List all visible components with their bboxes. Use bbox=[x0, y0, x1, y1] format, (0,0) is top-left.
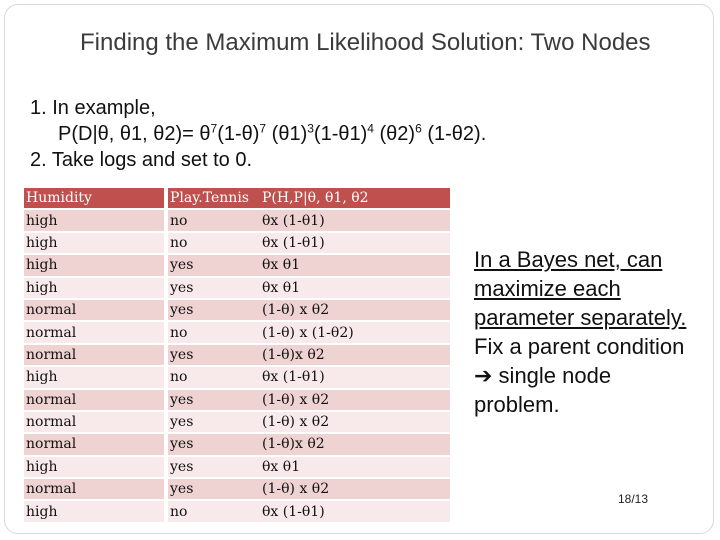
cell-humidity: high bbox=[24, 457, 164, 477]
cell-probability: (1-θ)x θ2 bbox=[260, 345, 450, 365]
bullet-2-text: Fix a parent condition bbox=[474, 334, 685, 359]
cell-play-tennis: yes bbox=[168, 255, 260, 275]
page-number: 18/13 bbox=[618, 492, 649, 506]
cell-probability: (1-θ) x (1-θ2) bbox=[260, 322, 450, 342]
cell-play-tennis: yes bbox=[168, 278, 260, 298]
table-row bbox=[24, 255, 450, 275]
formula-part: (θ1) bbox=[266, 123, 308, 145]
cell-play-tennis: yes bbox=[168, 390, 260, 410]
table-row bbox=[24, 412, 450, 432]
cell-play-tennis: no bbox=[168, 210, 260, 230]
slide-title: Finding the Maximum Likelihood Solution: Two Nodes bbox=[80, 29, 651, 56]
cell-probability: θx θ1 bbox=[260, 278, 450, 298]
table-row bbox=[24, 345, 450, 365]
table-row bbox=[24, 210, 450, 230]
cell-humidity: high bbox=[24, 501, 164, 521]
formula-exponent: 7 bbox=[210, 121, 218, 136]
formula-part: (1-θ1) bbox=[313, 123, 368, 145]
formula-exponent: 3 bbox=[307, 121, 314, 136]
table-row bbox=[24, 501, 450, 521]
cell-play-tennis: yes bbox=[168, 457, 260, 477]
cell-probability: (1-θ) x θ2 bbox=[260, 300, 450, 320]
header-probability: P(H,P|θ, θ1, θ2 bbox=[260, 188, 450, 208]
formula-part: (1-θ) bbox=[217, 123, 260, 145]
bullet-2-tail: single node problem. bbox=[474, 363, 612, 417]
cell-humidity: normal bbox=[24, 434, 164, 454]
cell-play-tennis: no bbox=[168, 367, 260, 387]
table-row bbox=[24, 390, 450, 410]
likelihood-formula bbox=[30, 121, 486, 147]
cell-humidity: normal bbox=[24, 412, 164, 432]
bullet-list bbox=[452, 245, 702, 419]
cell-probability: (1-θ) x θ2 bbox=[260, 412, 450, 432]
cell-probability: θx (1-θ1) bbox=[260, 210, 450, 230]
arrow-right-icon: ➔ bbox=[474, 363, 493, 388]
table-row bbox=[24, 300, 450, 320]
cell-probability: θx (1-θ1) bbox=[260, 233, 450, 253]
table-row bbox=[24, 457, 450, 477]
cell-humidity: normal bbox=[24, 300, 164, 320]
cell-probability: θx (1-θ1) bbox=[260, 501, 450, 521]
cell-play-tennis: yes bbox=[168, 300, 260, 320]
formula-exponent: 4 bbox=[367, 121, 374, 136]
cell-humidity: high bbox=[24, 278, 164, 298]
cell-play-tennis: yes bbox=[168, 412, 260, 432]
cell-play-tennis: no bbox=[168, 233, 260, 253]
cell-humidity: high bbox=[24, 255, 164, 275]
formula-part: (1-θ2). bbox=[421, 123, 487, 145]
bullet-1-text: In a Bayes net, can maximize each parameter separately. bbox=[474, 247, 687, 330]
cell-probability: θx θ1 bbox=[260, 255, 450, 275]
likelihood-table bbox=[24, 186, 450, 524]
steps-block bbox=[30, 95, 486, 173]
table-row bbox=[24, 479, 450, 499]
header-play-tennis: Play.Tennis bbox=[168, 188, 260, 208]
cell-probability: θx (1-θ1) bbox=[260, 367, 450, 387]
cell-play-tennis: no bbox=[168, 322, 260, 342]
cell-humidity: normal bbox=[24, 345, 164, 365]
header-humidity: Humidity bbox=[24, 188, 164, 208]
cell-humidity: normal bbox=[24, 479, 164, 499]
cell-probability: (1-θ) x θ2 bbox=[260, 479, 450, 499]
cell-humidity: high bbox=[24, 233, 164, 253]
table-header-row bbox=[24, 188, 450, 208]
formula-exponent: 7 bbox=[259, 121, 267, 136]
step-2-label: 2. Take logs and set to 0. bbox=[30, 149, 253, 171]
formula-part: P(D|θ, θ1, θ2)= θ bbox=[58, 123, 211, 145]
formula-exponent: 6 bbox=[415, 121, 422, 136]
cell-probability: (1-θ) x θ2 bbox=[260, 390, 450, 410]
table-row bbox=[24, 278, 450, 298]
cell-play-tennis: no bbox=[168, 501, 260, 521]
bullet-item-1 bbox=[452, 245, 702, 332]
cell-play-tennis: yes bbox=[168, 345, 260, 365]
cell-humidity: normal bbox=[24, 390, 164, 410]
cell-probability: (1-θ)x θ2 bbox=[260, 434, 450, 454]
table-body bbox=[24, 210, 450, 521]
cell-humidity: high bbox=[24, 367, 164, 387]
bullet-item-2 bbox=[452, 332, 702, 419]
table-row bbox=[24, 322, 450, 342]
cell-play-tennis: yes bbox=[168, 434, 260, 454]
formula-part: (θ2) bbox=[373, 123, 416, 145]
table-row bbox=[24, 367, 450, 387]
cell-probability: θx θ1 bbox=[260, 457, 450, 477]
cell-humidity: high bbox=[24, 210, 164, 230]
cell-humidity: normal bbox=[24, 322, 164, 342]
table-row bbox=[24, 434, 450, 454]
cell-play-tennis: yes bbox=[168, 479, 260, 499]
step-1-label: 1. In example, bbox=[30, 97, 156, 119]
table-row bbox=[24, 233, 450, 253]
